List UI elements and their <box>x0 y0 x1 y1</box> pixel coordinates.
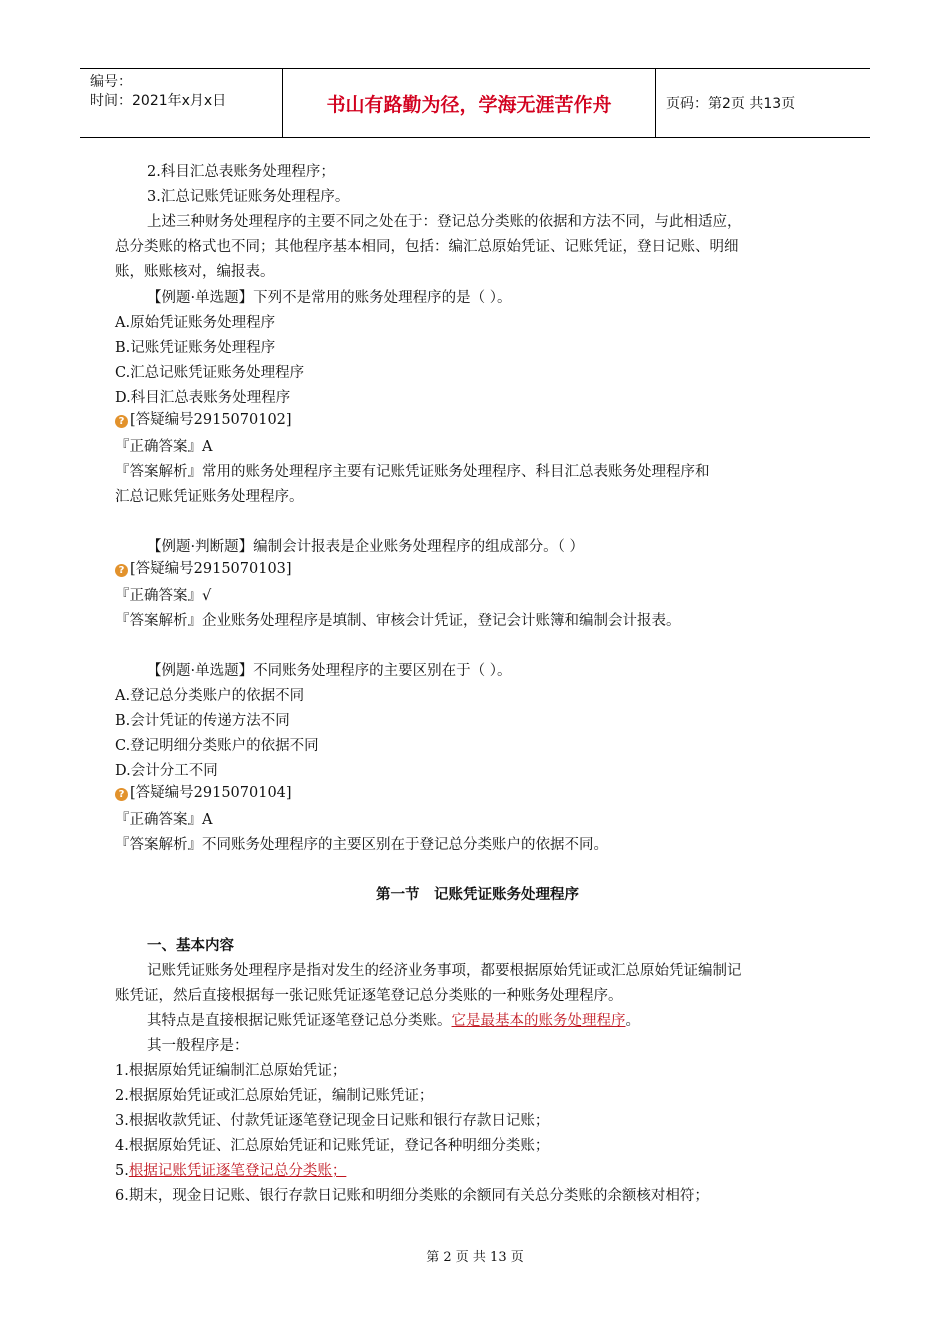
step-item <box>115 1159 346 1180</box>
highlighted-text: 它是最基本的账务处理程序 <box>451 1013 626 1029</box>
text-line: 2.科目汇总表账务处理程序； <box>147 164 335 180</box>
option-c: C.登记明细分类账户的依据不同 <box>115 738 319 754</box>
text-line: 其一般程序是： <box>147 1038 249 1054</box>
highlighted-text: 根据记账凭证逐笔登记总分类账； <box>128 1163 347 1179</box>
page-footer: 第 2 页 共 13 页 <box>426 1250 524 1265</box>
answer-explanation: 『答案解析』常用的账务处理程序主要有记账凭证账务处理程序、科目汇总表账务处理程序和 <box>115 464 710 480</box>
question-id-text: [答疑编号2915070102] <box>130 412 292 428</box>
question-3: 【例题·单选题】不同账务处理程序的主要区别在于（ ）。 <box>147 663 512 679</box>
correct-answer: 『正确答案』A <box>115 439 213 455</box>
step-item: 4.根据原始凭证、汇总原始凭证和记账凭证，登记各种明细分类账； <box>115 1138 550 1154</box>
option-a: A.原始凭证账务处理程序 <box>115 315 276 331</box>
header-code: 编号： <box>90 74 132 90</box>
text-span: 其特点是直接根据记账凭证逐笔登记总分类账。 <box>147 1013 452 1029</box>
step-item: 2.根据原始凭证或汇总原始凭证，编制记账凭证； <box>115 1088 434 1104</box>
page-header <box>80 68 870 138</box>
section-title: 第一节 记账凭证账务处理程序 <box>376 887 579 903</box>
text-line: 账，账账核对，编报表。 <box>115 264 275 280</box>
subsection-title: 一、基本内容 <box>147 938 234 954</box>
question-id[interactable] <box>115 781 292 802</box>
option-d: D.会计分工不同 <box>115 763 218 779</box>
question-circle-icon[interactable]: ? <box>115 415 128 428</box>
step-item: 1.根据原始凭证编制汇总原始凭证； <box>115 1063 347 1079</box>
option-d: D.科目汇总表账务处理程序 <box>115 390 291 406</box>
header-page-number: 页码：第2页 共13页 <box>666 96 796 112</box>
question-circle-icon[interactable]: ? <box>115 788 128 801</box>
text-line: 账凭证，然后直接根据每一张记账凭证逐笔登记总分类账的一种账务处理程序。 <box>115 988 623 1004</box>
question-2: 【例题·判断题】编制会计报表是企业账务处理程序的组成部分。（ ） <box>147 539 584 555</box>
answer-explanation: 『答案解析』不同账务处理程序的主要区别在于登记总分类账户的依据不同。 <box>115 837 608 853</box>
text-line: 记账凭证账务处理程序是指对发生的经济业务事项，都要根据原始凭证或汇总原始凭证编制记 <box>147 963 742 979</box>
text-line <box>147 1009 640 1030</box>
header-meta <box>80 69 283 137</box>
question-id-text: [答疑编号2915070104] <box>130 785 292 801</box>
option-c: C.汇总记账凭证账务处理程序 <box>115 365 305 381</box>
option-a: A.登记总分类账户的依据不同 <box>115 688 305 704</box>
text-line: 上述三种财务处理程序的主要不同之处在于：登记总分类账的依据和方法不同，与此相适应， <box>147 214 742 230</box>
step-item: 3.根据收款凭证、付款凭证逐笔登记现金日记账和银行存款日记账； <box>115 1113 550 1129</box>
option-b: B.记账凭证账务处理程序 <box>115 340 276 356</box>
answer-explanation: 『答案解析』企业账务处理程序是填制、审核会计凭证，登记会计账簿和编制会计报表。 <box>115 613 681 629</box>
text-span: 。 <box>625 1013 640 1029</box>
answer-explanation: 汇总记账凭证账务处理程序。 <box>115 489 304 505</box>
option-b: B.会计凭证的传递方法不同 <box>115 713 290 729</box>
text-line: 总分类账的格式也不同；其他程序基本相同，包括：编汇总原始凭证、记账凭证，登日记账、明细 <box>115 239 739 255</box>
question-1: 【例题·单选题】下列不是常用的账务处理程序的是（ ）。 <box>147 290 512 306</box>
correct-answer: 『正确答案』A <box>115 812 213 828</box>
question-circle-icon[interactable]: ? <box>115 564 128 577</box>
header-motto: 书山有路勤为径，学海无涯苦作舟 <box>283 69 656 137</box>
correct-answer: 『正确答案』√ <box>115 588 212 604</box>
step-item: 6.期末，现金日记账、银行存款日记账和明细分类账的余额同有关总分类账的余额核对相符； <box>115 1188 709 1204</box>
header-time: 时间：2021年x月x日 <box>90 93 227 109</box>
text-span: 5. <box>115 1163 129 1179</box>
question-id[interactable] <box>115 408 292 429</box>
question-id-text: [答疑编号2915070103] <box>130 561 292 577</box>
text-line: 3.汇总记账凭证账务处理程序。 <box>147 189 350 205</box>
question-id[interactable] <box>115 557 292 578</box>
